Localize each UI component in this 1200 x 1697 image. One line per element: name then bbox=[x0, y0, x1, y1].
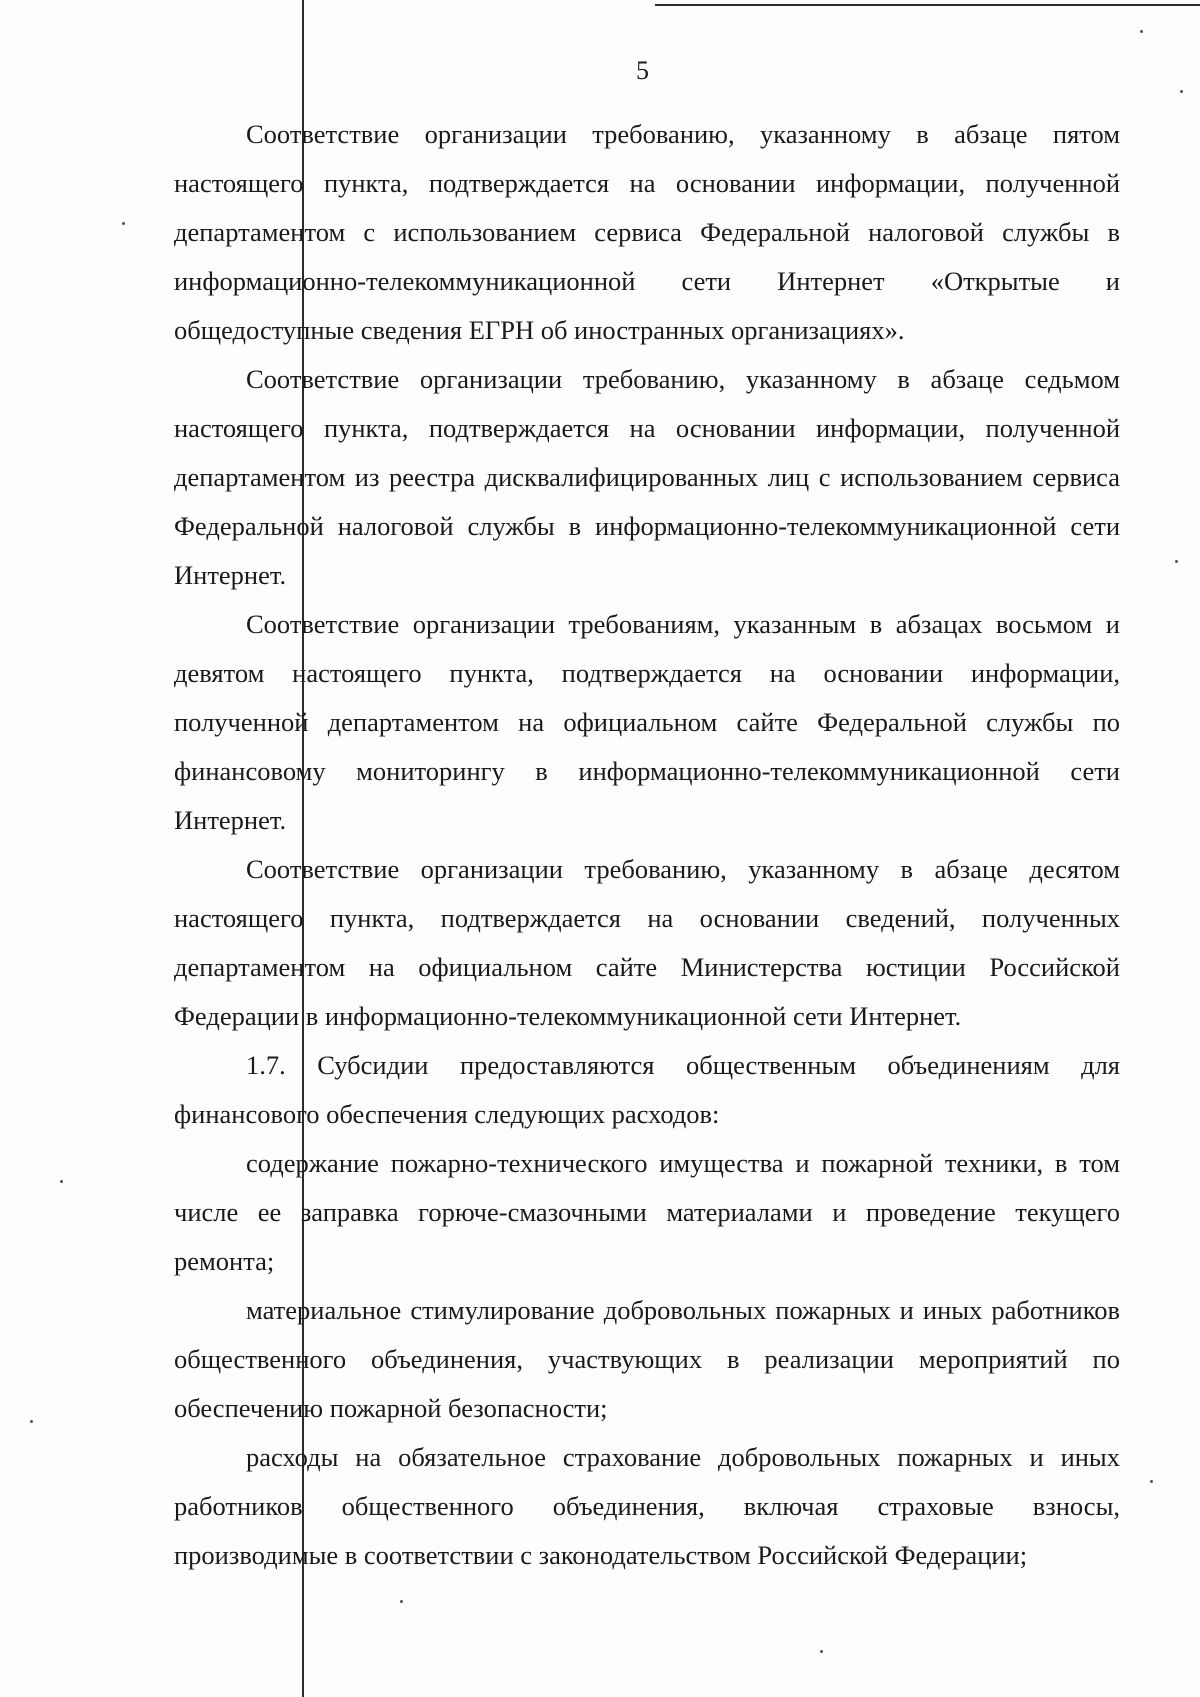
scan-speck bbox=[820, 1650, 823, 1653]
list-item-maintenance: содержание пожарно-технического имущества и пожарной техники, в том числе ее заправка горюче-смазочными материалами и проведение текущего ремонта; bbox=[174, 1148, 1120, 1276]
scan-speck bbox=[122, 222, 125, 225]
list-item-incentives: материальное стимулирование добровольных пожарных и иных работников общественного объединения, участвующих в реализации мероприятий по обеспечению пожарной безопасности; bbox=[174, 1295, 1120, 1423]
scan-top-line bbox=[655, 4, 1200, 6]
scan-speck bbox=[60, 1180, 63, 1183]
scan-speck bbox=[1140, 30, 1143, 33]
scan-speck bbox=[1150, 1480, 1153, 1483]
scan-speck bbox=[1180, 90, 1183, 93]
page-number: 5 bbox=[636, 56, 649, 85]
document-body bbox=[174, 110, 1120, 1580]
paragraph-1-7: 1.7. Субсидии предоставляются общественным объединениям для финансового обеспечения следующих расходов: bbox=[174, 1050, 1120, 1129]
paragraph-justice: Соответствие организации требованию, указанному в абзаце десятом настоящего пункта, подтверждается на основании сведений, полученных департаментом на официальном сайте Министерства юстиции Российской Федерации в информационно-телекоммуникационной сети Интернет. bbox=[174, 854, 1120, 1031]
scan-speck bbox=[1175, 560, 1178, 563]
paragraph-disqualified: Соответствие организации требованию, указанному в абзаце седьмом настоящего пункта, подтверждается на основании информации, полученной департаментом из реестра дисквалифицированных лиц с использованием сервиса Федеральной налоговой службы в информационно-телекоммуникационной сети Интернет. bbox=[174, 364, 1120, 590]
paragraph-fin-monitoring: Соответствие организации требованиям, указанным в абзацах восьмом и девятом настоящего пункта, подтверждается на основании информации, полученной департаментом на официальном сайте Федеральной службы по финансовому мониторингу в информационно-телекоммуникационной сети Интернет. bbox=[174, 609, 1120, 835]
list-item-insurance: расходы на обязательное страхование добровольных пожарных и иных работников общественного объединения, включая страховые взносы, производимые в соответствии с законодательством Российской Федерации; bbox=[174, 1442, 1120, 1570]
paragraph-egrn: Соответствие организации требованию, указанному в абзаце пятом настоящего пункта, подтверждается на основании информации, полученной департаментом с использованием сервиса Федеральной налоговой службы в информационно-телекоммуникационной сети Интернет «Открытые и общедоступные сведения ЕГРН об иностранных организациях». bbox=[174, 119, 1120, 345]
scan-speck bbox=[30, 1420, 33, 1423]
scan-speck bbox=[400, 1600, 403, 1603]
